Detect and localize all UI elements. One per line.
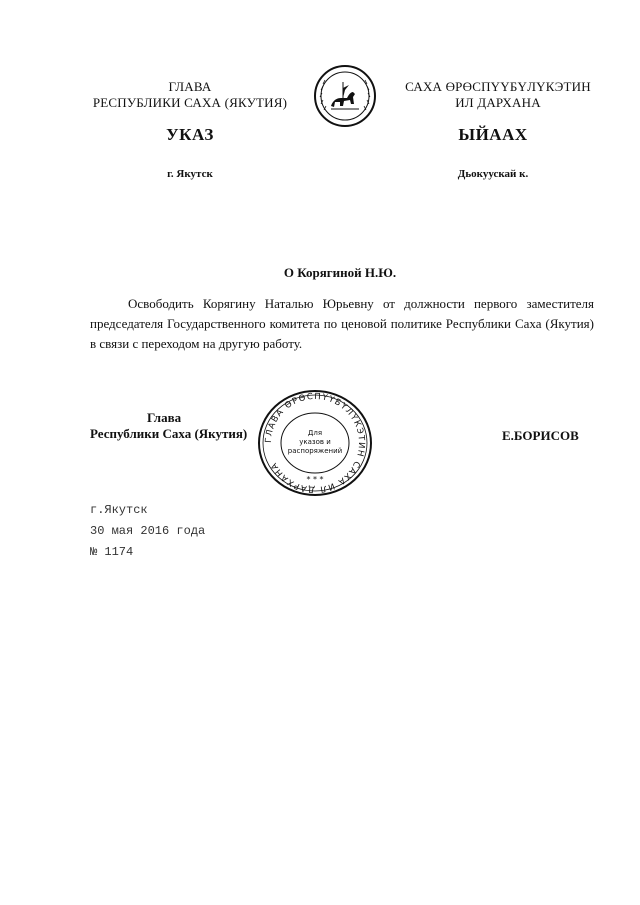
document-body: Освободить Корягину Наталью Юрьевну от должности первого заместителя председателя Государственного комитета по ценовой политике Республики Саха (Якутия) в связи с переходом на другую работу.	[90, 296, 594, 351]
stamp-center-line3: распоряжений	[287, 447, 343, 455]
header-left	[70, 79, 310, 111]
document-subject: О Корягиной Н.Ю.	[283, 265, 397, 280]
stamp-center-line1: Для	[307, 429, 323, 437]
header-right-line1: САХА ӨРӨСПҮҮБҮЛҮКЭТИН	[405, 79, 591, 94]
header-left-line2: РЕСПУБЛИКИ САХА (ЯКУТИЯ)	[92, 95, 288, 110]
title-left: УКАЗ	[166, 125, 214, 144]
coat-of-arms-emblem	[313, 64, 377, 128]
header-right	[383, 79, 613, 111]
footer-block	[90, 500, 390, 563]
signature-line1: Глава	[147, 410, 182, 425]
official-stamp	[256, 388, 374, 498]
title-right: ЫЙААХ	[458, 125, 528, 144]
footer-place: г.Якутск	[90, 503, 148, 517]
header-right-line2: ИЛ ДАРХАНА	[455, 95, 541, 110]
city-right: Дьокуускай к.	[457, 168, 529, 180]
header-left-line1: ГЛАВА	[168, 79, 212, 94]
city-left: г. Якутск	[167, 168, 213, 180]
stamp-ring-text: ГЛАВА ӨРӨСПҮҮБҮЛҮКЭТИН САХА ИЛ ДАРХАНА	[263, 391, 367, 495]
signature-line2: Республики Саха (Якутия)	[90, 426, 248, 441]
stamp-center-line2: указов и	[299, 438, 331, 446]
svg-text:* * *: * * *	[306, 475, 324, 484]
signature-name: Е.БОРИСОВ	[502, 428, 579, 443]
footer-date: 30 мая 2016 года	[90, 524, 206, 538]
footer-number: № 1174	[90, 545, 134, 559]
